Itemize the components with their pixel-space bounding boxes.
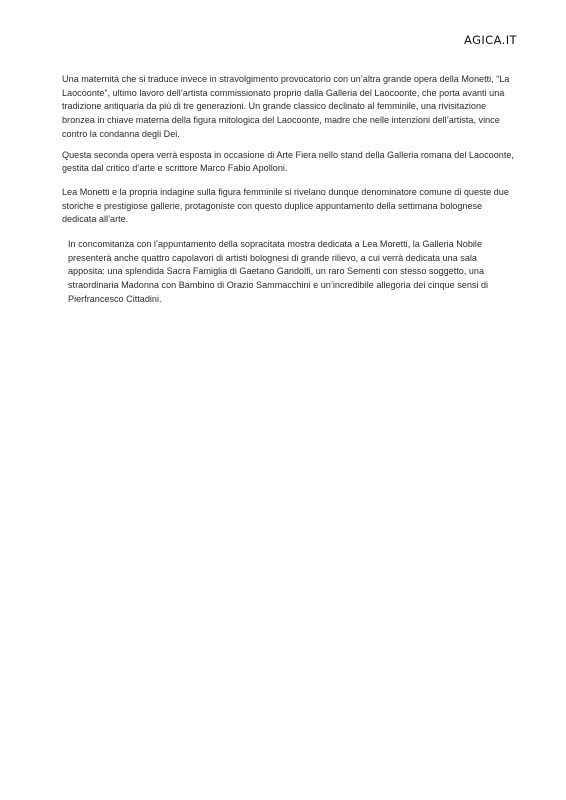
paragraph: Questa seconda opera verrà esposta in occasione di Arte Fiera nello stand della Galleria romana del Laocoonte, gestita dal critico d’arte e scrittore Marco Fabio Apolloni.	[62, 149, 514, 174]
paragraph: Una maternità che si traduce invece in stravolgimento provocatorio con un’altra grande opera della Monetti, “La Laocoonte”, ultimo lavoro dell’artista commissionato proprio dalla Galleria del Laocoonte, che porta avanti una tradizione antiquaria da più di tre generazioni. Un grande classico declinato al femminile, una rivisitazione bronzea in chiave materna della figura mitologica del Laocoonte, madre che nelle intenzioni dell’artista, vince contro la condanna degli Dei.	[62, 74, 510, 139]
site-brand: AGICA.IT	[464, 33, 517, 47]
paragraph: In concomitanza con l’appuntamento della sopracitata mostra dedicata a Lea Moretti, la Galleria Nobile presenterà anche quattro capolavori di artisti bolognesi di grande rilievo, a cui verrà dedicata una sala apposita: una splendida Sacra Famiglia di Gaetano Gandolfi, un raro Sementi con stesso soggetto, una straordinaria Madonna con Bambino di Orazio Sammacchini e un’incredibile allegoria dei cinque sensi di Pierfrancesco Cittadini.	[68, 239, 489, 304]
paragraph: Lea Monetti e la propria indagine sulla figura femminile si rivelano dunque denominatore comune di queste due storiche e prestigiose gallerie, protagoniste con questo duplice appuntamento della settimana bolognese dedicata all’arte.	[62, 186, 509, 225]
article-body	[62, 73, 514, 307]
